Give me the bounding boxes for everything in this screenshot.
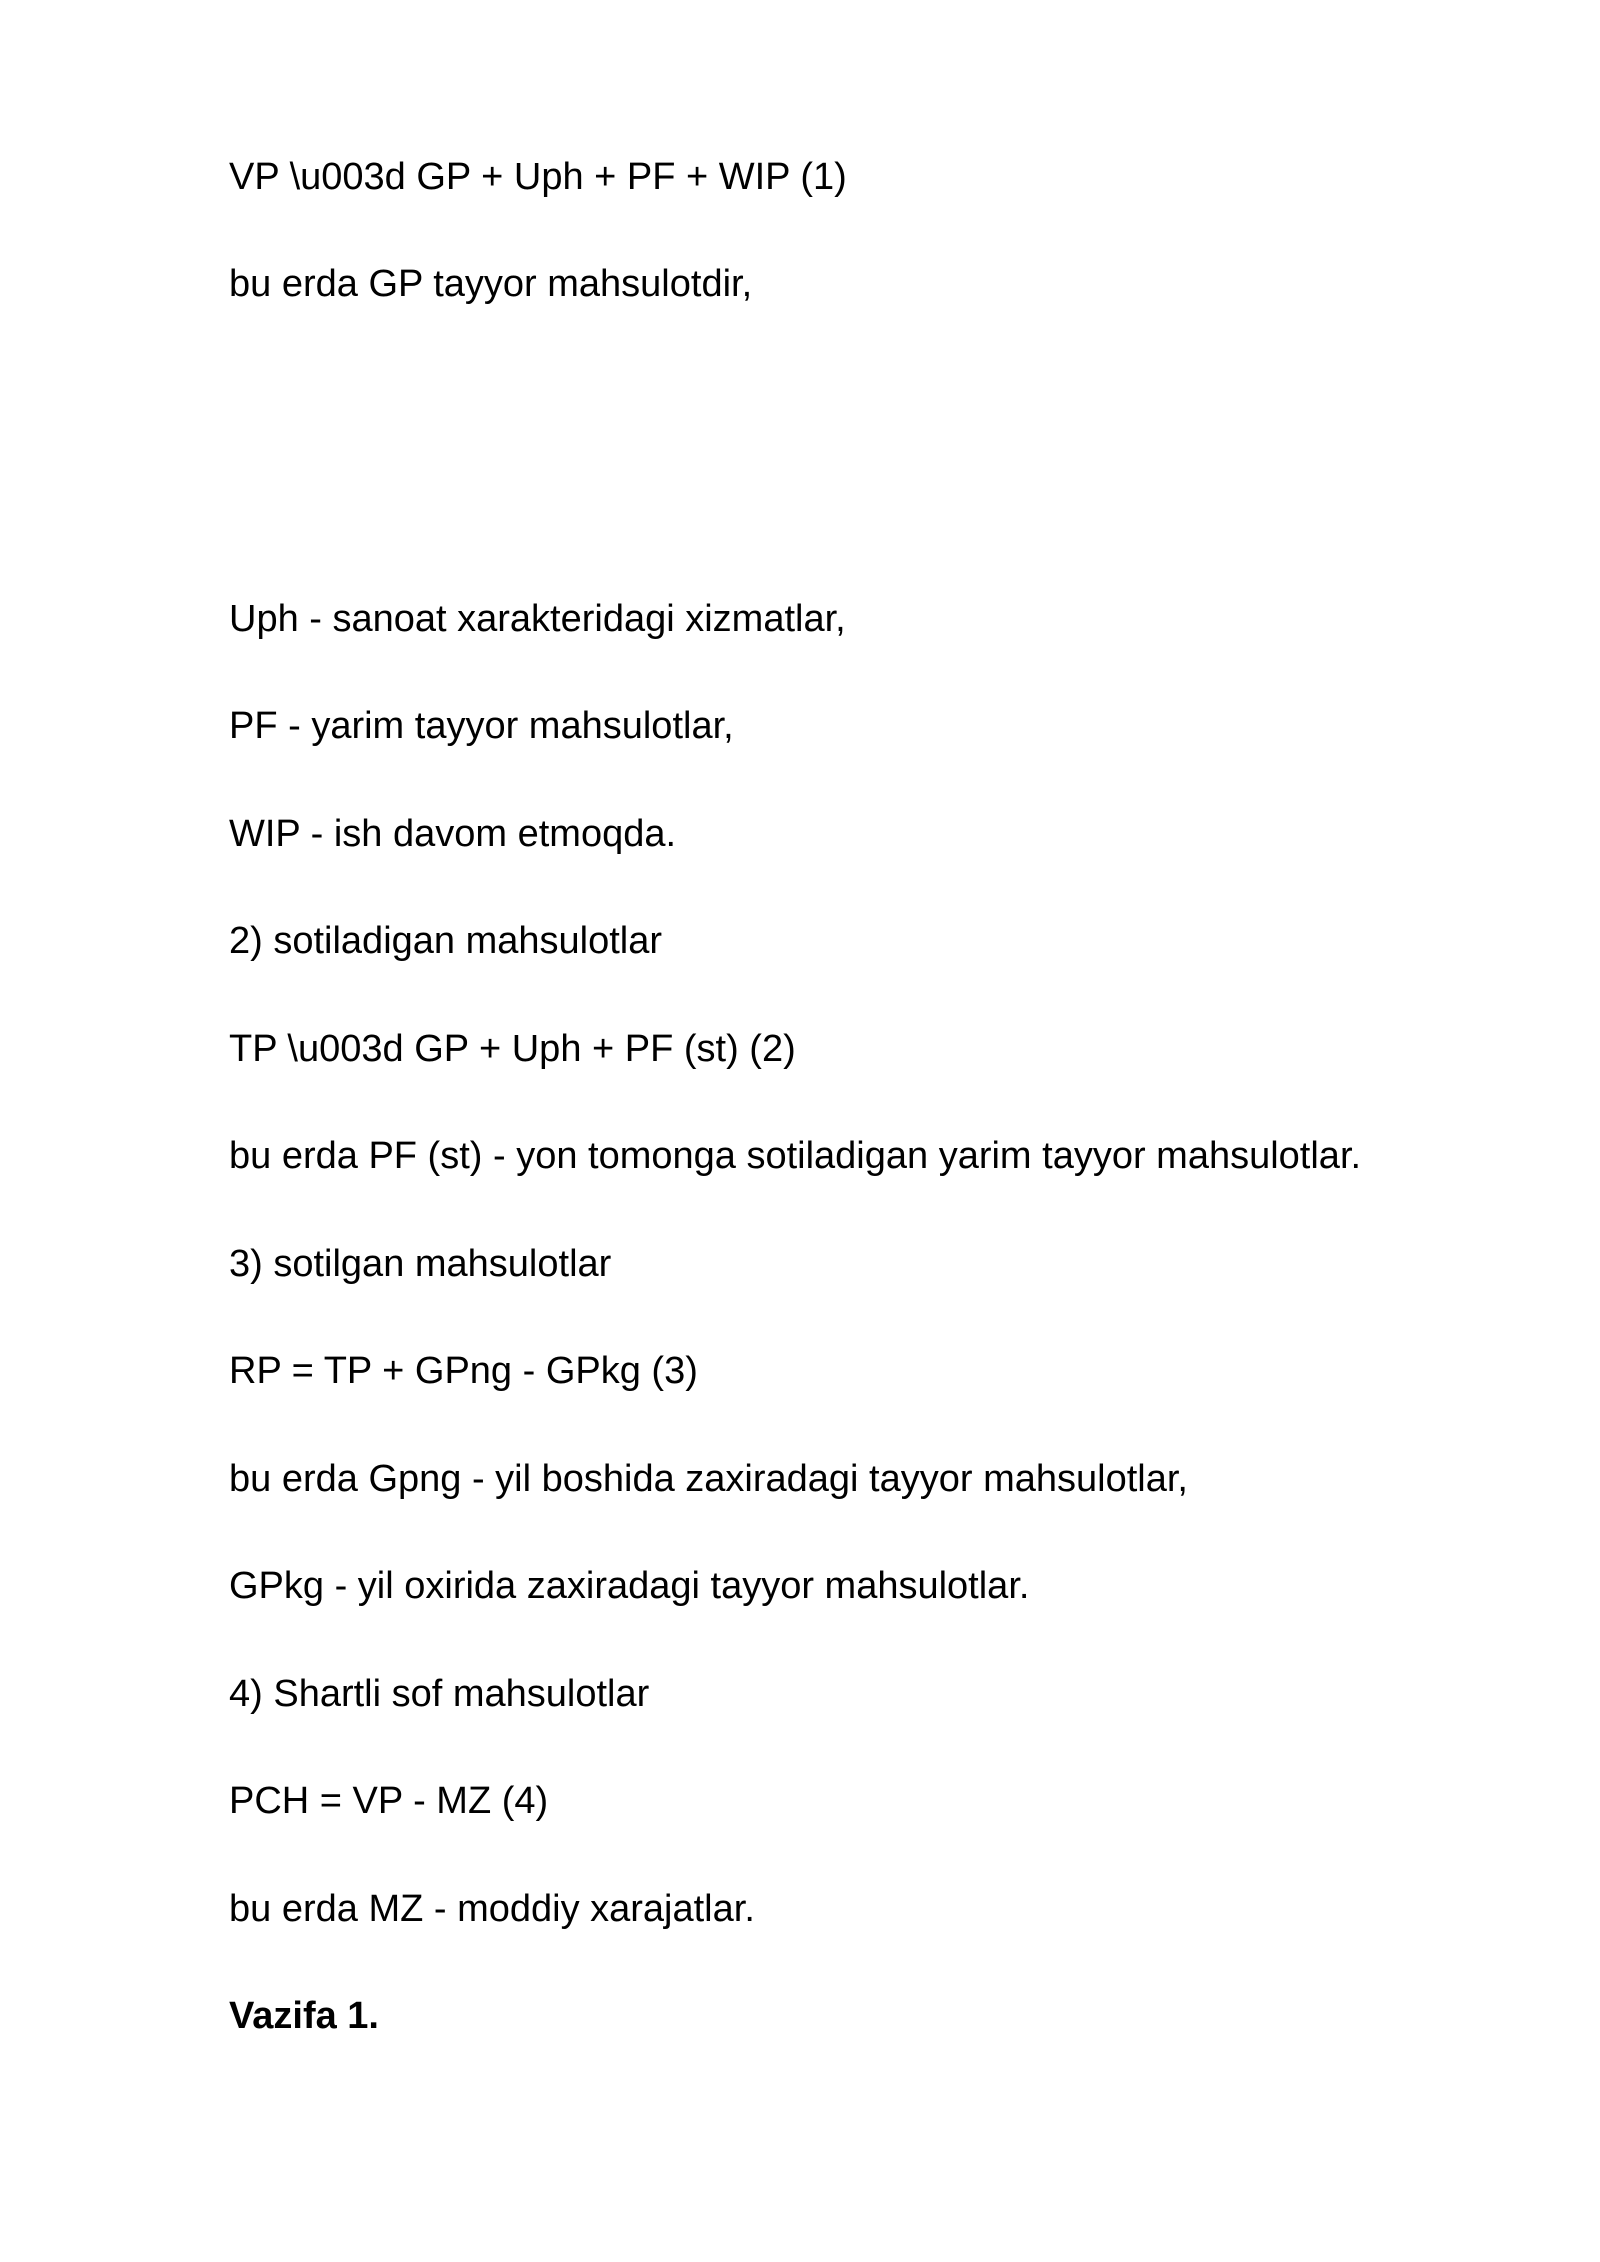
definition-mz: bu erda MZ - moddiy xarajatlar. xyxy=(229,1888,755,1930)
formula-vp: VP \u003d GP + Uph + PF + WIP (1) xyxy=(229,156,847,198)
section-heading-4: 4) Shartli sof mahsulotlar xyxy=(229,1673,650,1715)
formula-rp: RP = TP + GPng - GPkg (3) xyxy=(229,1350,698,1392)
definition-wip: WIP - ish davom etmoqda. xyxy=(229,813,677,855)
definition-gpng: bu erda Gpng - yil boshida zaxiradagi tayyor mahsulotlar, xyxy=(229,1458,1188,1500)
formula-tp: TP \u003d GP + Uph + PF (st) (2) xyxy=(229,1028,796,1070)
definition-gpkg: GPkg - yil oxirida zaxiradagi tayyor mahsulotlar. xyxy=(229,1565,1030,1607)
formula-pch: PCH = VP - MZ (4) xyxy=(229,1780,549,1822)
definition-pf: PF - yarim tayyor mahsulotlar, xyxy=(229,705,734,747)
definition-gp: bu erda GP tayyor mahsulotdir, xyxy=(229,263,753,305)
section-heading-2: 2) sotiladigan mahsulotlar xyxy=(229,920,663,962)
definition-uph: Uph - sanoat xarakteridagi xizmatlar, xyxy=(229,598,846,640)
task-heading: Vazifa 1. xyxy=(229,1995,379,2037)
section-heading-3: 3) sotilgan mahsulotlar xyxy=(229,1243,612,1285)
definition-pf-st: bu erda PF (st) - yon tomonga sotiladigan yarim tayyor mahsulotlar. xyxy=(229,1135,1362,1177)
